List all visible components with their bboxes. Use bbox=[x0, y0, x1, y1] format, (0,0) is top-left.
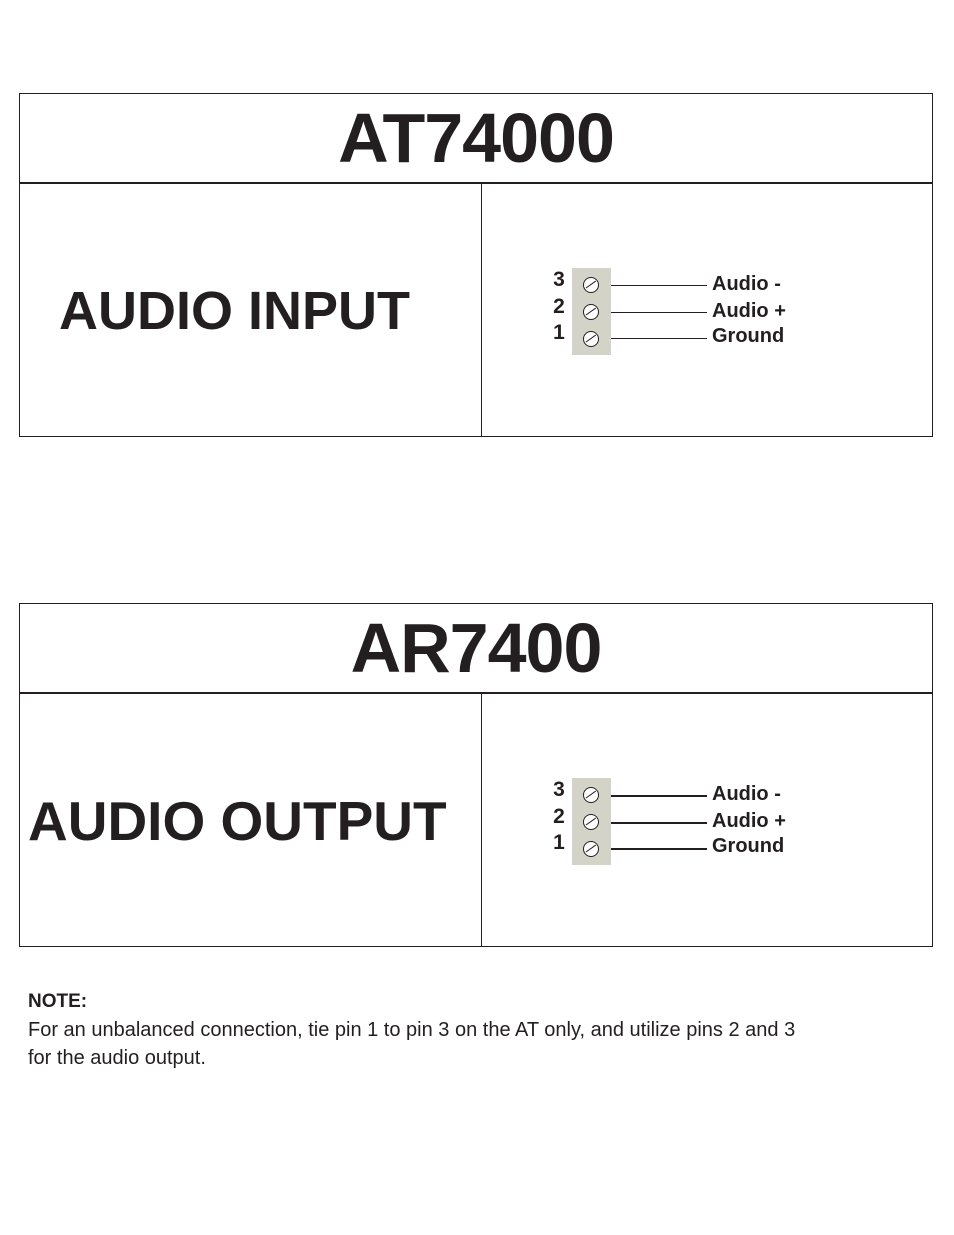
wire-line bbox=[611, 338, 707, 339]
wire-line bbox=[611, 312, 707, 313]
pin-number: 2 bbox=[553, 295, 565, 318]
screw-terminal-icon bbox=[583, 304, 599, 320]
signal-label: Audio - bbox=[712, 273, 781, 295]
screw-terminal-icon bbox=[583, 331, 599, 347]
wire-line bbox=[611, 795, 707, 797]
signal-label: Ground bbox=[712, 325, 785, 347]
panel-divider bbox=[481, 184, 482, 436]
panel-function-label: AUDIO INPUT bbox=[59, 281, 410, 341]
wire-line bbox=[611, 285, 707, 286]
terminal-block-diagram bbox=[548, 268, 798, 358]
screw-terminal-icon bbox=[583, 277, 599, 293]
pin-number: 2 bbox=[553, 805, 565, 828]
screw-terminal-icon bbox=[583, 841, 599, 857]
at74000-panel bbox=[19, 93, 933, 437]
signal-label: Audio + bbox=[712, 300, 786, 322]
panel-title: AT74000 bbox=[20, 94, 932, 184]
note-text-line: for the audio output. bbox=[28, 1047, 206, 1069]
note-text-line: For an unbalanced connection, tie pin 1 to pin 3 on the AT only, and utilize pins 2 and 3 bbox=[28, 1019, 796, 1041]
panel-divider bbox=[481, 694, 482, 946]
signal-label: Ground bbox=[712, 835, 785, 857]
note-heading: NOTE: bbox=[28, 991, 88, 1012]
screw-terminal-icon bbox=[583, 814, 599, 830]
wire-line bbox=[611, 822, 707, 824]
signal-label: Audio + bbox=[712, 810, 786, 832]
ar7400-panel bbox=[19, 603, 933, 947]
terminal-block-diagram bbox=[548, 778, 798, 868]
signal-label: Audio - bbox=[712, 783, 781, 805]
screw-terminal-icon bbox=[583, 787, 599, 803]
pin-number: 1 bbox=[553, 321, 565, 344]
note-section bbox=[28, 988, 908, 1072]
pin-number: 1 bbox=[553, 831, 565, 854]
panel-function-label: AUDIO OUTPUT bbox=[28, 790, 447, 852]
wire-line bbox=[611, 848, 707, 850]
terminal-block bbox=[572, 268, 611, 355]
pin-number: 3 bbox=[553, 268, 565, 291]
terminal-block bbox=[572, 778, 611, 865]
panel-title: AR7400 bbox=[20, 604, 932, 694]
pin-number: 3 bbox=[553, 778, 565, 801]
